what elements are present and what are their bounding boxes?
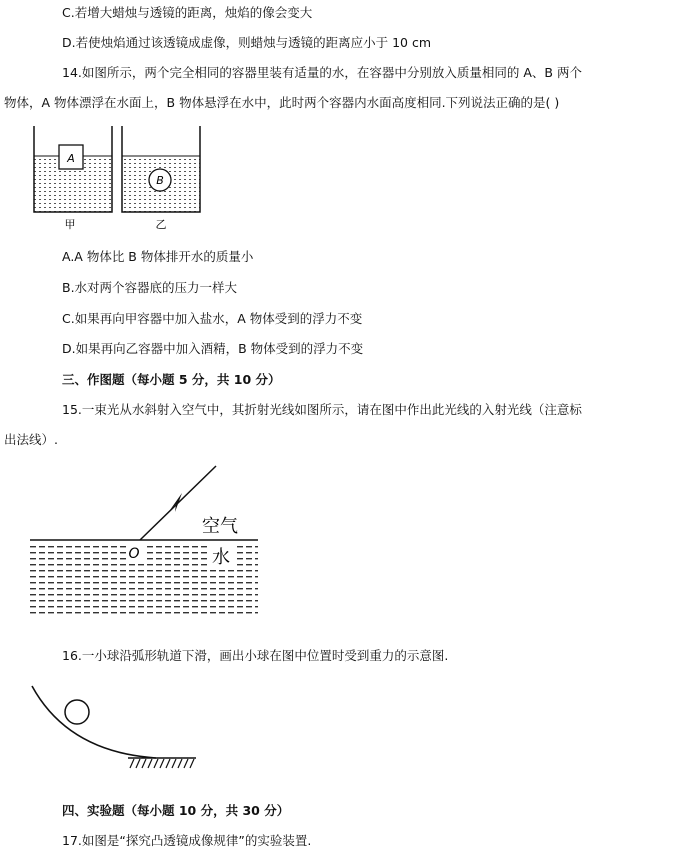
air-label: 空气 bbox=[202, 516, 238, 537]
curved-track bbox=[32, 686, 156, 758]
figure-16-track bbox=[28, 682, 208, 777]
option-c-q14: C.如果再向甲容器中加入盐水，A 物体受到的浮力不变 bbox=[62, 311, 363, 326]
ball bbox=[65, 700, 89, 724]
option-d-q13: D.若使烛焰通过该透镜成虚像，则蜡烛与透镜的距离应小于 10 cm bbox=[62, 35, 432, 50]
caption-yi: 乙 bbox=[155, 218, 167, 231]
option-c-q13: C.若增大蜡烛与透镜的距离，烛焰的像会变大 bbox=[62, 5, 313, 20]
question-15-line2: 出法线）. bbox=[4, 432, 58, 447]
question-16: 16.一小球沿弧形轨道下滑，画出小球在图中位置时受到重力的示意图. bbox=[62, 648, 449, 663]
ground-hatching bbox=[130, 759, 194, 768]
section-4-heading: 四、实验题（每小题 10 分，共 30 分） bbox=[62, 803, 290, 818]
option-d-q14: D.如果再向乙容器中加入酒精，B 物体受到的浮力不变 bbox=[62, 341, 364, 356]
question-15-line1: 15.一束光从水斜射入空气中，其折射光线如图所示，请在图中作出此光线的入射光线（注意标 bbox=[62, 402, 582, 417]
caption-jia: 甲 bbox=[64, 218, 76, 231]
origin-label: O bbox=[128, 546, 140, 562]
question-14-line2: 物体，A 物体漂浮在水面上，B 物体悬浮在水中，此时两个容器内水面高度相同.下列说法正确的是( ) bbox=[4, 95, 560, 110]
question-14-line1: 14.如图所示，两个完全相同的容器里装有适量的水，在容器中分别放入质量相同的 A、B 两个 bbox=[62, 65, 582, 80]
figure-15-refraction bbox=[30, 460, 270, 625]
option-b-q14: B.水对两个容器底的压力一样大 bbox=[62, 280, 238, 295]
figure-14-containers bbox=[28, 122, 208, 237]
question-17: 17.如图是“探究凸透镜成像规律”的实验装置. bbox=[62, 833, 312, 848]
label-b: B bbox=[156, 174, 164, 187]
section-3-heading: 三、作图题（每小题 5 分，共 10 分） bbox=[62, 372, 281, 387]
label-a: A bbox=[67, 152, 75, 165]
water-label: 水 bbox=[212, 547, 230, 568]
option-a-q14: A.A 物体比 B 物体排开水的质量小 bbox=[62, 249, 254, 264]
